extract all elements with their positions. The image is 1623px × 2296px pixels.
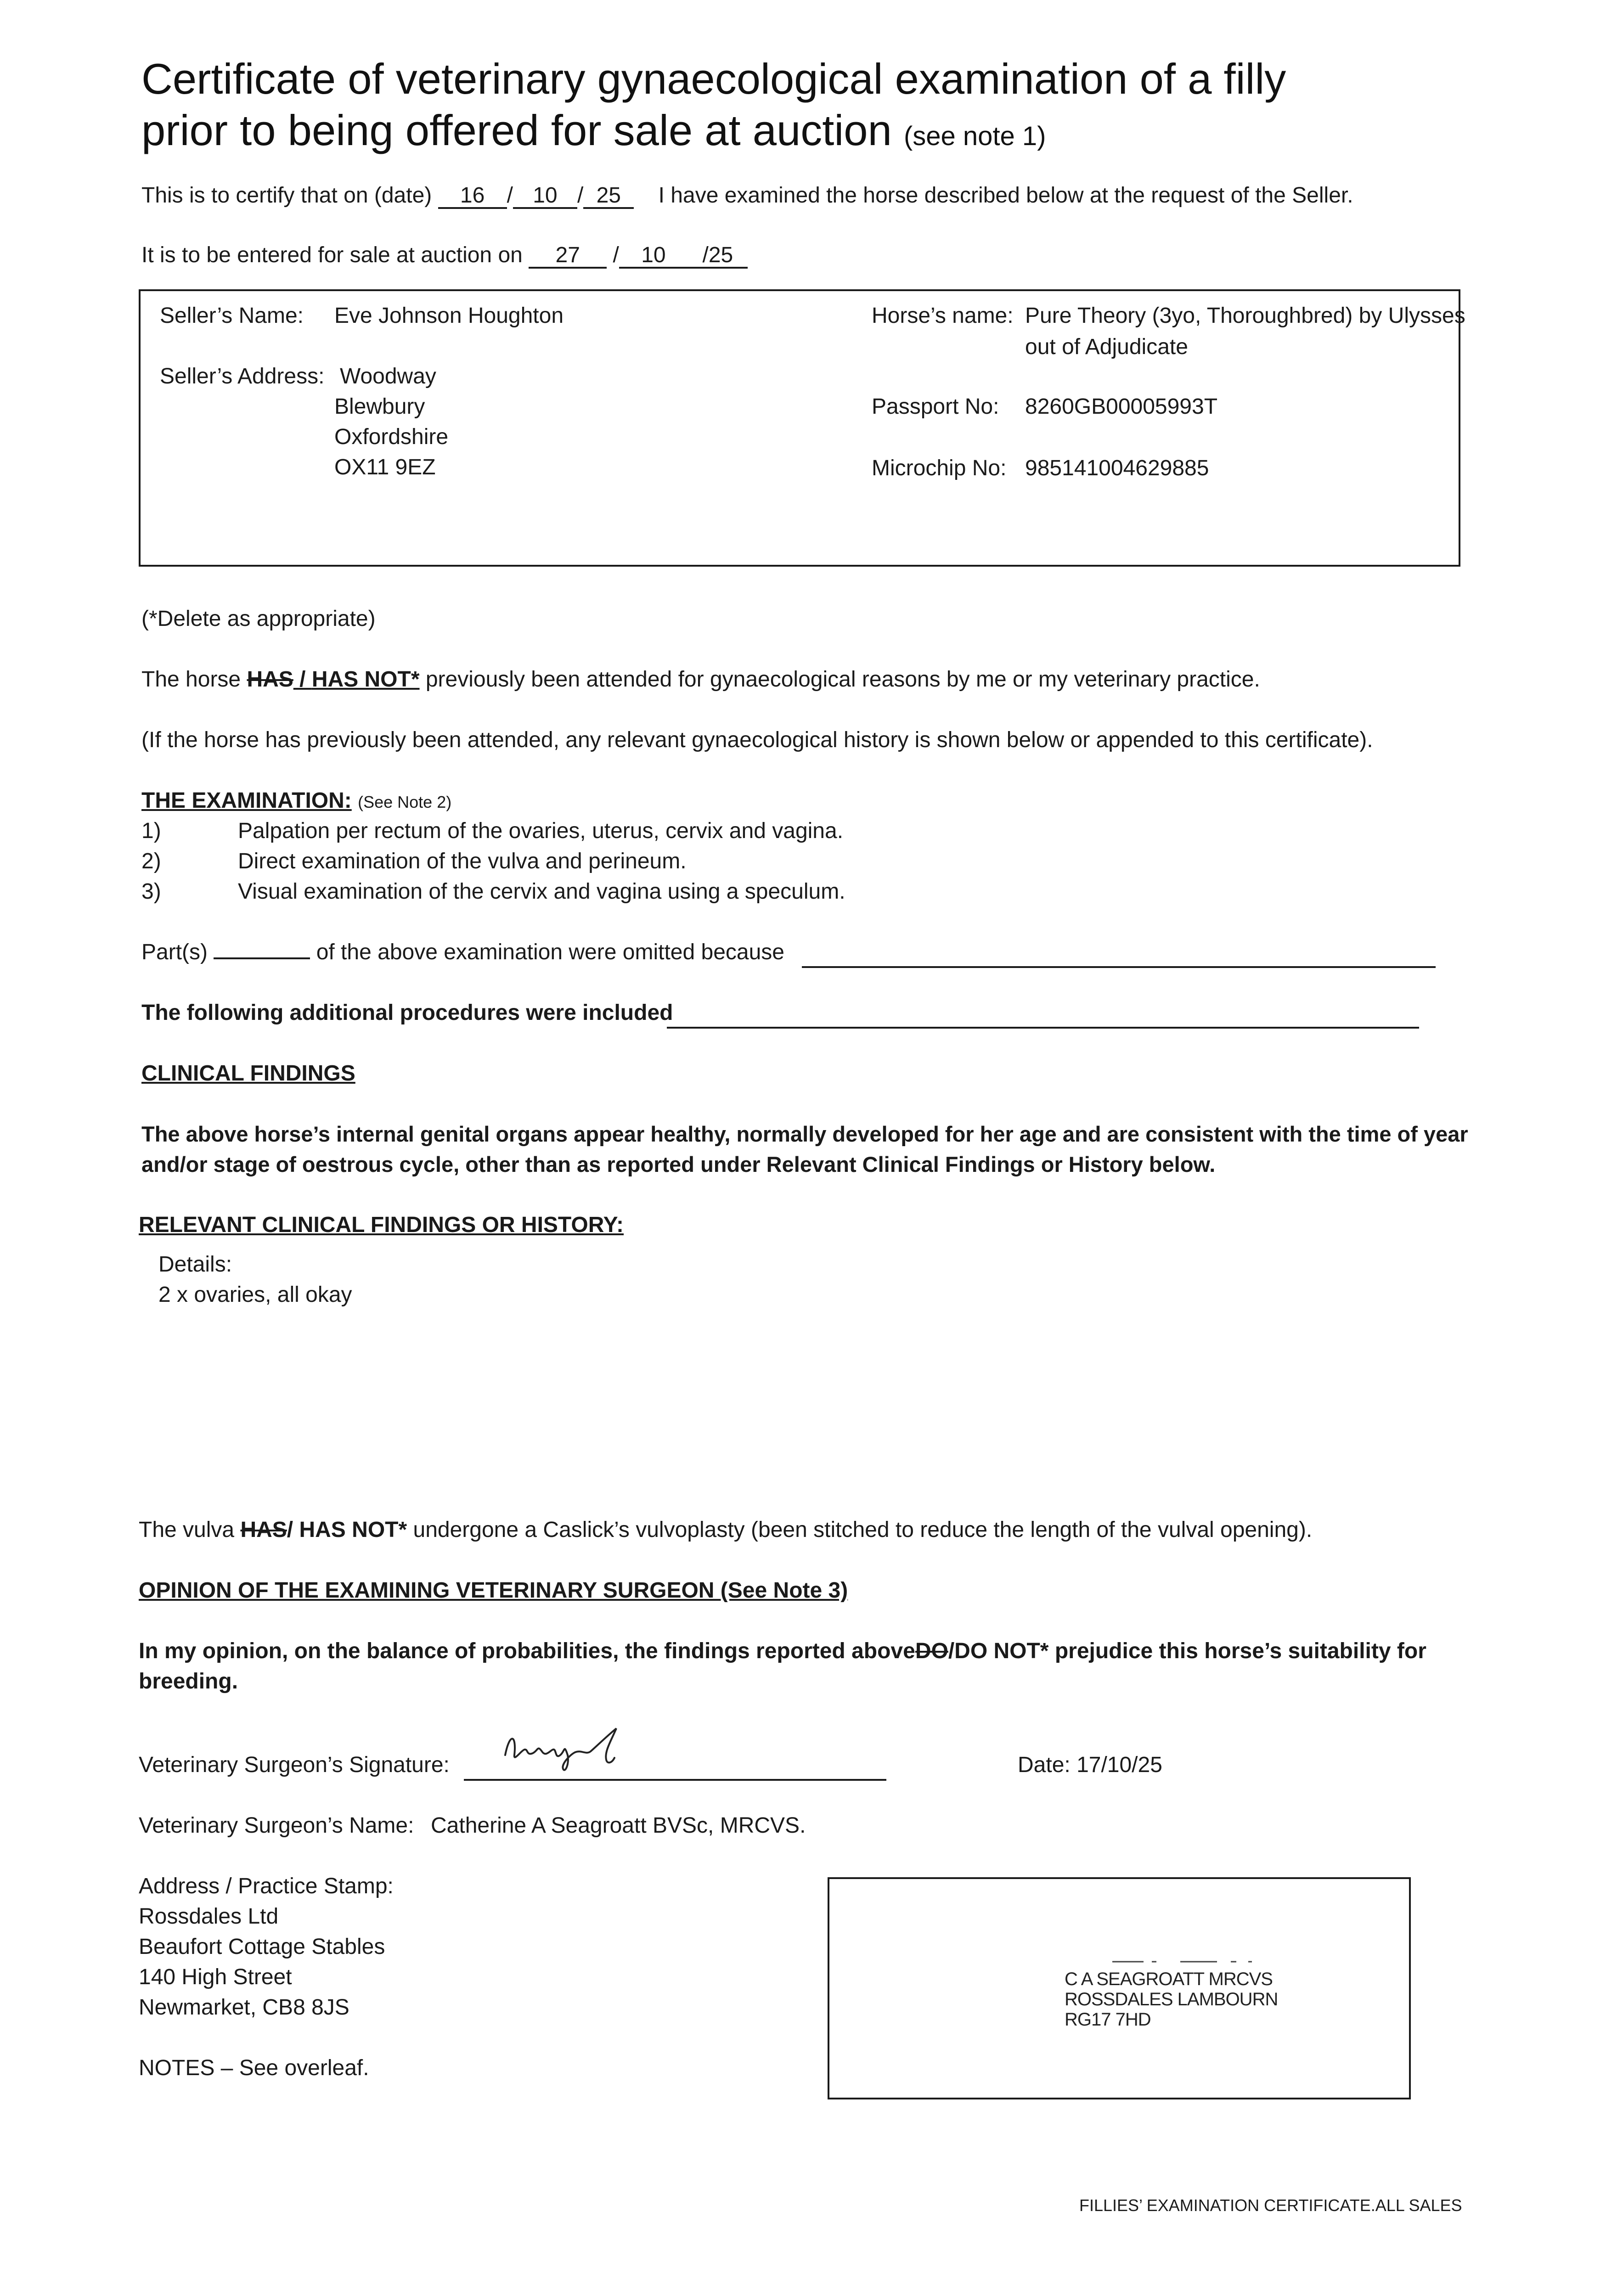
notes-reference: NOTES – See overleaf. — [139, 2056, 369, 2080]
vulva-has-not: HAS NOT* — [299, 1518, 407, 1542]
seller-address-line: Oxfordshire — [334, 425, 449, 449]
seller-name-label: Seller’s Name: — [160, 304, 304, 328]
stamp-line: RG17 7HD — [1065, 2009, 1151, 2030]
additional-procedures-label: The following additional procedures were included — [141, 1001, 673, 1025]
practice-address-line: 140 High Street — [139, 1965, 292, 1989]
details-text: 2 x ovaries, all okay — [158, 1283, 352, 1307]
has-not: HAS NOT* — [311, 667, 420, 692]
seller-address-line: OX11 9EZ — [334, 455, 436, 479]
title-note: (see note 1) — [903, 121, 1046, 151]
vulva-statement: The vulva HAS/ HAS NOT* undergone a Caslick’s vulvoplasty (been stitched to reduce the length of the vulval opening). — [139, 1518, 1313, 1542]
clinical-findings-text: and/or stage of oestrous cycle, other than as reported under Relevant Clinical Findings or History below. — [141, 1152, 1216, 1176]
omitted-parts-line: Part(s) of the above examination were omitted because — [141, 940, 784, 964]
delete-note: (*Delete as appropriate) — [141, 607, 376, 631]
signature-line — [464, 1779, 886, 1781]
practice-address-line: Newmarket, CB8 8JS — [139, 1995, 349, 2020]
certify-line: This is to certify that on (date) 16 / 10 / 25 I have examined the horse described below at the request of the Seller. — [141, 183, 1353, 209]
stamp-line: C A SEAGROATT MRCVS — [1065, 1969, 1273, 1989]
examination-heading: THE EXAMINATION: (See Note 2) — [141, 788, 452, 813]
clinical-findings-text: The above horse’s internal genital organs appear healthy, normally developed for her age and are consistent with the time of year — [141, 1122, 1468, 1146]
passport-label: Passport No: — [872, 394, 999, 419]
seller-address-line: Blewbury — [334, 394, 425, 419]
omitted-reason-blank — [802, 966, 1436, 968]
practice-address-line: Beaufort Cottage Stables — [139, 1935, 385, 1959]
exam-date-year: 25 — [583, 184, 634, 209]
practice-stamp-label: Address / Practice Stamp: — [139, 1874, 394, 1898]
additional-procedures-blank — [667, 1027, 1419, 1029]
opinion-heading: OPINION OF THE EXAMINING VETERINARY SURGEON (See Note 3) — [139, 1578, 848, 1603]
exam-item-text: Direct examination of the vulva and perineum. — [238, 849, 687, 873]
auction-date-month: 10 — [619, 244, 688, 269]
examination-note: (See Note 2) — [358, 793, 452, 811]
has-struck: HAS — [247, 667, 293, 692]
exam-item-number: 1) — [141, 819, 161, 843]
horse-name-label: Horse’s name: — [872, 304, 1014, 328]
exam-item-text: Palpation per rectum of the ovaries, uterus, cervix and vagina. — [238, 819, 844, 843]
exam-item-number: 3) — [141, 879, 161, 904]
surgeon-name: Catherine A Seagroatt BVSc, MRCVS. — [431, 1813, 806, 1838]
signature-label: Veterinary Surgeon’s Signature: — [139, 1753, 450, 1777]
auction-date-day: 27 — [529, 244, 607, 269]
certificate-title-line-1: Certificate of veterinary gynaecological examination of a filly — [141, 55, 1286, 103]
seller-address-label: Seller’s Address: — [160, 364, 325, 388]
seller-address-line: Woodway — [340, 364, 436, 388]
horse-name: Pure Theory (3yo, Thoroughbred) by Ulysses — [1025, 304, 1465, 328]
details-label: Details: — [158, 1252, 232, 1277]
exam-date-month: 10 — [513, 184, 577, 209]
seller-name: Eve Johnson Houghton — [334, 304, 564, 328]
stamp-marks — [1111, 1957, 1258, 1966]
opinion-text: In my opinion, on the balance of probabilities, the findings reported aboveDO/DO NOT* prejudice this horse’s suitability for — [139, 1639, 1426, 1663]
auction-line: It is to be entered for sale at auction on 27 / 10 /25 — [141, 242, 748, 269]
footer-label: FILLIES’ EXAMINATION CERTIFICATE.ALL SALES — [1079, 2196, 1462, 2215]
opinion-text: breeding. — [139, 1669, 238, 1694]
exam-item-text: Visual examination of the cervix and vagina using a speculum. — [238, 879, 845, 904]
certificate-title-line-2: prior to being offered for sale at auction (see note 1) — [141, 106, 1046, 154]
history-note: (If the horse has previously been attended, any relevant gynaecological history is shown below or appended to this certificate). — [141, 728, 1373, 752]
practice-address-line: Rossdales Ltd — [139, 1904, 279, 1929]
signature-date: Date: 17/10/25 — [1018, 1753, 1162, 1777]
surgeon-name-label: Veterinary Surgeon’s Name: — [139, 1813, 414, 1838]
stamp-line: ROSSDALES LAMBOURN — [1065, 1989, 1278, 2009]
do-struck: DO — [915, 1639, 948, 1663]
handwritten-signature — [496, 1723, 625, 1778]
exam-item-number: 2) — [141, 849, 161, 873]
relevant-findings-heading: RELEVANT CLINICAL FINDINGS OR HISTORY: — [139, 1213, 624, 1237]
passport-number: 8260GB00005993T — [1025, 394, 1218, 419]
clinical-findings-heading: CLINICAL FINDINGS — [141, 1061, 355, 1086]
microchip-number: 985141004629885 — [1025, 456, 1209, 480]
auction-date-year: /25 — [688, 244, 748, 269]
exam-date-day: 16 — [438, 184, 507, 209]
attended-statement: The horse HAS / HAS NOT* previously been attended for gynaecological reasons by me or my veterinary practice. — [141, 667, 1260, 692]
microchip-label: Microchip No: — [872, 456, 1007, 480]
vulva-has-struck: HAS — [240, 1518, 287, 1542]
horse-pedigree: out of Adjudicate — [1025, 335, 1188, 359]
omitted-parts-blank — [214, 957, 310, 959]
